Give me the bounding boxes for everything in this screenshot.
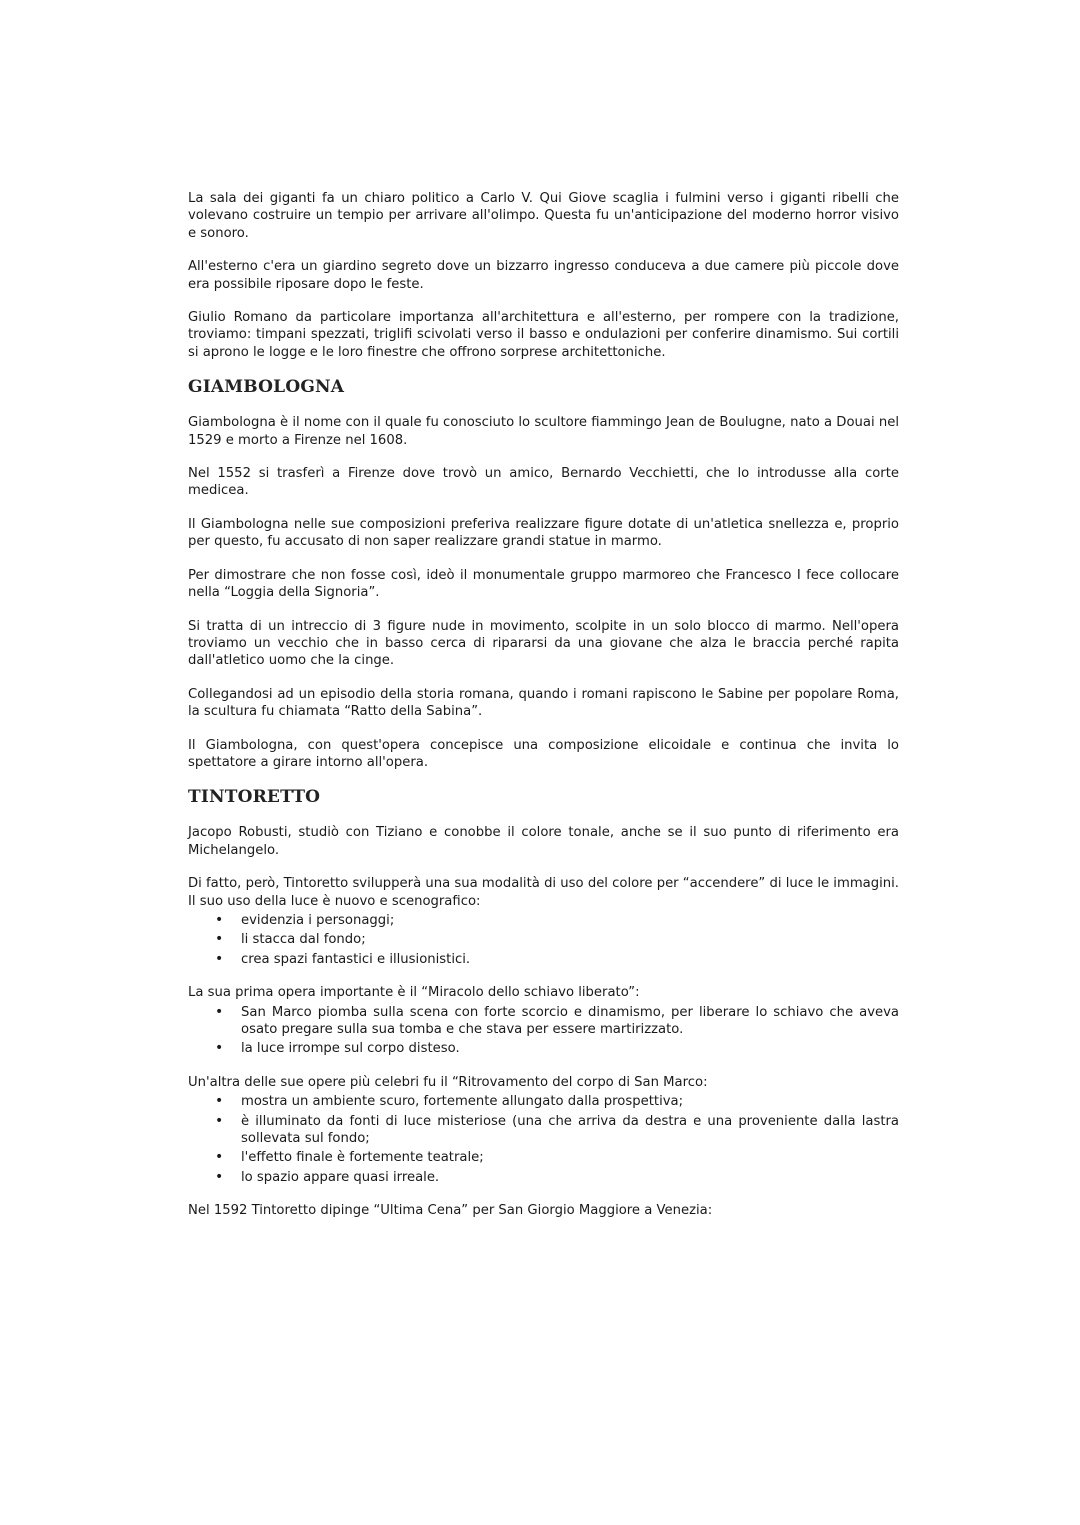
paragraph-tintoretto-5: Nel 1592 Tintoretto dipinge “Ultima Cena” per San Giorgio Maggiore a Venezia: [188, 1203, 713, 1219]
paragraph-tintoretto-2: Di fatto, però, Tintoretto svilupperà una sua modalità di uso del colore per “accendere” di luce le immagini. Il suo uso della luce è nuovo e scenografico: [188, 876, 899, 909]
section-heading-giambologna: GIAMBOLOGNA [188, 377, 345, 398]
section-heading-tintoretto: TINTORETTO [188, 787, 321, 808]
list-item: • San Marco piomba sulla scena con forte scorcio e dinamismo, per liberare lo schiavo che aveva osato pregare sulla sua tomba e che stava per essere martirizzato. [215, 1003, 899, 1037]
list-item: • lo spazio appare quasi irreale. [215, 1168, 440, 1185]
paragraph-giambologna-4: Per dimostrare che non fosse così, ideò il monumentale gruppo marmoreo che Francesco I fece collocare nella “Loggia della Signoria”. [188, 567, 899, 601]
bullet-icon: • [215, 1149, 224, 1166]
paragraph-giambologna-6: Collegandosi ad un episodio della storia romana, quando i romani rapiscono le Sabine per popolare Roma, la scultura fu chiamata “Ratto della Sabina”. [188, 686, 899, 720]
bullet-icon: • [215, 1112, 224, 1129]
paragraph-giambologna-5: Si tratta di un intreccio di 3 figure nude in movimento, scolpite in un solo blocco di marmo. Nell'opera troviamo un vecchio che in basso cerca di ripararsi da una giovane che alza le braccia perché rapita dall'atletico uomo che la cinge. [188, 618, 899, 669]
list-item: • mostra un ambiente scuro, fortemente allungato dalla prospettiva; [215, 1093, 684, 1110]
bullet-icon: • [215, 931, 224, 948]
bullet-icon: • [215, 1040, 224, 1057]
paragraph-giambologna-1: Giambologna è il nome con il quale fu conosciuto lo scultore fiammingo Jean de Boulugne, nato a Douai nel 1529 e morto a Firenze nel 1608. [188, 415, 899, 448]
list-item: • li stacca dal fondo; [215, 931, 366, 948]
bullet-icon: • [215, 1093, 224, 1110]
bullet-icon: • [215, 950, 224, 967]
bullet-icon: • [215, 1168, 224, 1185]
bullet-icon: • [215, 1003, 224, 1020]
paragraph-giulio-romano: Giulio Romano da particolare importanza all'architettura e all'esterno, per rompere con la tradizione, troviamo: timpani spezzati, triglifi scivolati verso il basso e ondulazioni per conferire dinamismo. Sui cortili si aprono le logge e le loro finestre che offrono sorprese architettoniche. [188, 310, 899, 360]
paragraph-tintoretto-3: La sua prima opera importante è il “Miracolo dello schiavo liberato”: [188, 985, 640, 1001]
bullet-list-miracolo [188, 1004, 899, 1058]
bullet-icon: • [215, 911, 224, 928]
paragraph-giardino-segreto: All'esterno c'era un giardino segreto dove un bizzarro ingresso conduceva a due camere più piccole dove era possibile riposare dopo le feste. [188, 259, 899, 292]
list-item: • crea spazi fantastici e illusionistici. [215, 950, 471, 967]
list-item: • la luce irrompe sul corpo disteso. [215, 1040, 460, 1057]
paragraph-tintoretto-1: Jacopo Robusti, studiò con Tiziano e conobbe il colore tonale, anche se il suo punto di riferimento era Michelangelo. [188, 825, 899, 858]
bullet-list-luce [188, 912, 899, 968]
paragraph-tintoretto-4: Un'altra delle sue opere più celebri fu il “Ritrovamento del corpo di San Marco: [188, 1074, 708, 1090]
list-item: • l'effetto finale è fortemente teatrale; [215, 1149, 484, 1166]
document-page [188, 190, 899, 1236]
bullet-list-ritrovamento [188, 1093, 899, 1186]
list-item: • è illuminato da fonti di luce misteriose (una che arriva da destra e una proveniente dalla lastra sollevata sul fondo; [215, 1112, 899, 1147]
paragraph-giambologna-7: Il Giambologna, con quest'opera concepisce una composizione elicoidale e continua che invita lo spettatore a girare intorno all'opera. [188, 737, 899, 770]
list-item: • evidenzia i personaggi; [215, 911, 395, 928]
paragraph-giambologna-2: Nel 1552 si trasferì a Firenze dove trovò un amico, Bernardo Vecchietti, che lo introdusse alla corte medicea. [188, 466, 899, 499]
paragraph-sala-giganti: La sala dei giganti fa un chiaro politico a Carlo V. Qui Giove scaglia i fulmini verso i giganti ribelli che volevano costruire un tempio per arrivare all'olimpo. Questa fu un'anticipazione del moderno horror visivo e sonoro. [188, 191, 899, 241]
paragraph-giambologna-3: Il Giambologna nelle sue composizioni preferiva realizzare figure dotate di un'atletica snellezza e, proprio per questo, fu accusato di non saper realizzare grandi statue in marmo. [188, 516, 899, 550]
